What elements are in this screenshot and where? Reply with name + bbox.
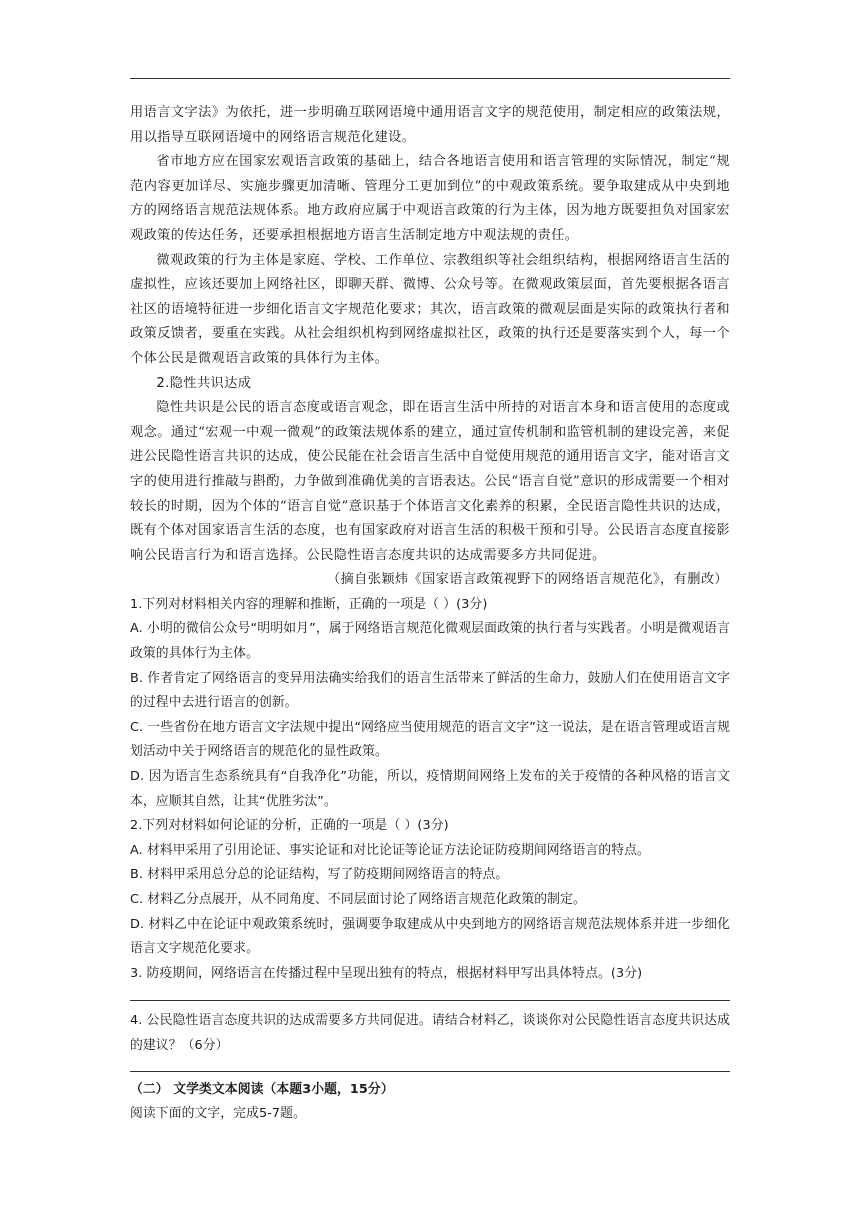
section-2-heading: （二） 文学类文本阅读（本题3小题，15分） bbox=[130, 1081, 394, 1097]
question-1-option-d: D. 因为语言生态系统具有“自我净化”功能，所以，疫情期间网络上发布的关于疫情的各种风格的语言文本，应顺其自然，让其“优胜劣汰”。 bbox=[130, 769, 730, 809]
source-citation: （摘自张颖炜《国家语言政策视野下的网络语言规范化》，有删改） bbox=[326, 572, 728, 588]
section-2-instruction: 阅读下面的文字，完成5-7题。 bbox=[130, 1106, 306, 1122]
document-page bbox=[130, 78, 730, 1127]
question-2-option-a: A. 材料甲采用了引用论证、事实论证和对比论证等论证方法论证防疫期间网络语言的特点。 bbox=[130, 842, 650, 858]
question-3: 3. 防疫期间，网络语言在传播过程中呈现出独有的特点，根据材料甲写出具体特点。(3分) bbox=[130, 965, 643, 981]
paragraph-policy-law: 用语言文字法》为依托，进一步明确互联网语境中通用语言文字的规范使用，制定相应的政策法规，用以指导互联网语境中的网络语言规范化建设。 bbox=[130, 105, 730, 145]
header-rule bbox=[130, 78, 730, 79]
answer-line-q4 bbox=[130, 1071, 730, 1072]
question-2-option-d: D. 材料乙中在论证中观政策系统时，强调要争取建成从中央到地方的网络语言规范法规体系并进一步细化语言文字规范化要求。 bbox=[130, 916, 730, 957]
answer-line-q3 bbox=[130, 1000, 730, 1001]
question-1: 1.下列对材料相关内容的理解和推断，正确的一项是（ ）(3分) bbox=[130, 596, 488, 612]
question-4: 4. 公民隐性语言态度共识的达成需要多方共同促进。请结合材料乙，谈谈你对公民隐性语言态度共识达成的建议？（6分） bbox=[130, 1013, 730, 1053]
paragraph-implicit-consensus: 隐性共识是公民的语言态度或语言观念，即在语言生活中所持的对语言本身和语言使用的态度或观念。通过“宏观一中观一微观”的政策法规体系的建立，通过宣传机制和监管机制的建设完善，来促进公民隐性语言共识的达成，使公民能在社会语言生活中自觉使用规范的通用语言文字，能对语言文字的使用进行推敲与斟酌，力争做到准确优美的言语表达。公民“语言自觉”意识的形成需要一个相对较长的时期，因为个体的“语言自觉”意识基于个体语言文化素养的积累，全民语言隐性共识的达成，既有个体对国家语言生活的态度，也有国家政府对语言生活的积极干预和引导。公民语言态度直接影响公民语言行为和语言选择。公民隐性语言态度共识的达成需要多方共同促进。 bbox=[130, 400, 730, 563]
question-2-option-c: C. 材料乙分点展开，从不同角度、不同层面讨论了网络语言规范化政策的制定。 bbox=[130, 892, 586, 907]
subheading-implicit-consensus: 2.隐性共识达成 bbox=[156, 375, 252, 391]
question-2: 2.下列对材料如何论证的分析，正确的一项是（ ）(3分) bbox=[130, 818, 449, 834]
question-2-option-b: B. 材料甲采用总分总的论证结构，写了防疫期间网络语言的特点。 bbox=[130, 867, 509, 883]
paragraph-micro-policy: 微观政策的行为主体是家庭、学校、工作单位、宗教组织等社会组织结构，根据网络语言生活的虚拟性，应该还要加上网络社区，即聊天群、微博、公众号等。在微观政策层面，首先要根据各语言社区的语境特征进一步细化语言文字规范化要求；其次，语言政策的微观层面是实际的政策执行者和政策反馈者，要重在实践。从社会组织机构到网络虚拟社区，政策的执行还是要落实到个人，每一个个体公民是微观语言政策的具体行为主体。 bbox=[130, 252, 730, 366]
question-1-option-a: A. 小明的微信公众号“明明如月”，属于网络语言规范化微观层面政策的执行者与实践者。小明是微观语言政策的具体行为主体。 bbox=[130, 621, 730, 662]
question-1-option-c: C. 一些省份在地方语言文字法规中提出“网络应当使用规范的语言文字”这一说法，是在语言管理或语言规划活动中关于网络语言的规范化的显性政策。 bbox=[130, 719, 730, 760]
question-1-option-b: B. 作者肯定了网络语言的变异用法确实给我们的语言生活带来了鲜活的生命力，鼓励人们在使用语言文字的过程中去进行语言的创新。 bbox=[130, 670, 730, 711]
paragraph-meso-policy: 省市地方应在国家宏观语言政策的基础上，结合各地语言使用和语言管理的实际情况，制定“规范内容更加详尽、实施步骤更加清晰、管理分工更加到位”的中观政策系统。要争取建成从中央到地方的网络语言规范法规体系。地方政府应属于中观语言政策的行为主体，因为地方既要担负对国家宏观政策的传达任务，还要承担根据地方语言生活制定地方中观法规的责任。 bbox=[130, 154, 730, 243]
